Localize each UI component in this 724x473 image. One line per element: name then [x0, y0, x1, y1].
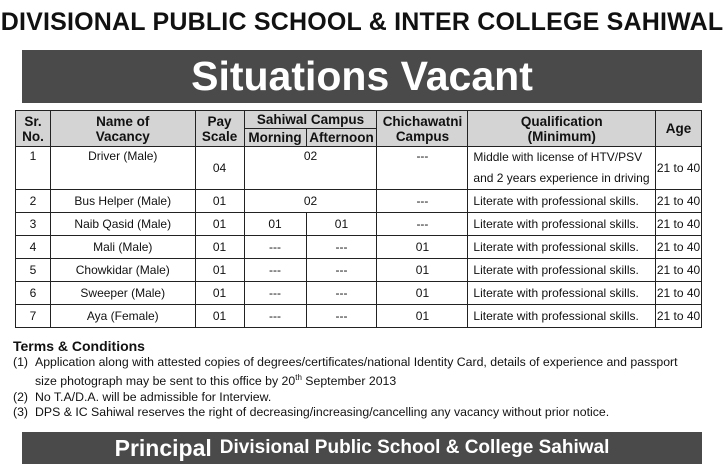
cell-afternoon: ---	[306, 259, 377, 282]
header-chichawatni-campus: Chichawatni Campus	[377, 111, 468, 147]
cell-qualification: Literate with professional skills.	[468, 282, 656, 305]
cell-chichawatni: ---	[377, 213, 468, 236]
cell-morning: ---	[244, 259, 306, 282]
term-continuation: size photograph may be sent to this office by 20th September 2013	[35, 373, 397, 389]
header-age: Age	[656, 111, 702, 147]
cell-sr: 2	[16, 190, 51, 213]
cell-sr: 4	[16, 236, 51, 259]
cell-sr: 6	[16, 282, 51, 305]
terms-heading: Terms & Conditions	[13, 338, 145, 354]
cell-morning: ---	[244, 282, 306, 305]
cell-sr: 1	[16, 147, 51, 190]
term-item	[13, 355, 713, 371]
table-row	[16, 282, 702, 305]
cell-pay: 04	[195, 147, 244, 190]
footer-principal: Principal	[114, 434, 212, 461]
footer-banner	[22, 432, 702, 464]
cell-sr: 5	[16, 259, 51, 282]
table-row	[16, 305, 702, 328]
header-pay-scale: Pay Scale	[195, 111, 244, 147]
header-sahiwal-campus: Sahiwal Campus	[244, 111, 377, 129]
header-sr-no: Sr. No.	[16, 111, 51, 147]
situations-vacant-banner	[22, 50, 702, 103]
table-row	[16, 236, 702, 259]
cell-name: Bus Helper (Male)	[50, 190, 195, 213]
cell-qualification: Literate with professional skills.	[468, 236, 656, 259]
cell-qualification: Literate with professional skills.	[468, 213, 656, 236]
cell-chichawatni: 01	[377, 305, 468, 328]
header-afternoon: Afternoon	[306, 129, 377, 147]
vacancy-table	[15, 110, 702, 328]
term-text: Application along with attested copies of degrees/certificates/national Identity Card, details of experience and passport	[35, 354, 678, 369]
cell-name: Naib Qasid (Male)	[50, 213, 195, 236]
table-row	[16, 147, 702, 190]
cell-morning: 01	[244, 213, 306, 236]
cell-name: Sweeper (Male)	[50, 282, 195, 305]
cell-morning: ---	[244, 236, 306, 259]
cell-afternoon: 01	[306, 213, 377, 236]
cell-chichawatni: 01	[377, 282, 468, 305]
cell-chichawatni: ---	[377, 147, 468, 190]
cell-sahiwal-merged: 02	[244, 147, 377, 190]
footer-organization: Divisional Public School & College Sahiwal	[219, 437, 610, 458]
term-item	[13, 390, 713, 406]
cell-chichawatni: ---	[377, 190, 468, 213]
cell-morning: ---	[244, 305, 306, 328]
cell-name: Chowkidar (Male)	[50, 259, 195, 282]
cell-qualification: Literate with professional skills.	[468, 190, 656, 213]
cell-chichawatni: 01	[377, 236, 468, 259]
cell-afternoon: ---	[306, 236, 377, 259]
table-row	[16, 213, 702, 236]
cell-age: 21 to 40	[656, 236, 702, 259]
cell-age: 21 to 40	[656, 213, 702, 236]
institution-title: DIVISIONAL PUBLIC SCHOOL & INTER COLLEGE SAHIWAL	[0, 8, 724, 36]
cell-sahiwal-merged: 02	[244, 190, 377, 213]
cell-name: Mali (Male)	[50, 236, 195, 259]
cell-afternoon: ---	[306, 305, 377, 328]
cell-name: Aya (Female)	[50, 305, 195, 328]
cell-afternoon: ---	[306, 282, 377, 305]
term-text: No T.A/D.A. will be admissible for Interview.	[35, 389, 272, 404]
cell-pay: 01	[195, 305, 244, 328]
terms-section	[13, 339, 713, 421]
term-number: (2)	[13, 389, 29, 404]
cell-sr: 3	[16, 213, 51, 236]
cell-pay: 01	[195, 213, 244, 236]
header-vacancy: Name of Vacancy	[50, 111, 195, 147]
cell-age: 21 to 40	[656, 305, 702, 328]
banner-text: Situations Vacant	[191, 53, 533, 99]
cell-qualification: Literate with professional skills.	[468, 259, 656, 282]
cell-age: 21 to 40	[656, 190, 702, 213]
cell-pay: 01	[195, 282, 244, 305]
cell-age: 21 to 40	[656, 282, 702, 305]
cell-name: Driver (Male)	[50, 147, 195, 190]
cell-age: 21 to 40	[656, 259, 702, 282]
header-qualification: Qualification (Minimum)	[468, 111, 656, 147]
cell-pay: 01	[195, 259, 244, 282]
table-row	[16, 259, 702, 282]
cell-qualification: Middle with license of HTV/PSV and 2 years experience in driving	[468, 147, 656, 190]
header-morning: Morning	[244, 129, 306, 147]
term-text: DPS & IC Sahiwal reserves the right of decreasing/increasing/cancelling any vacancy without prior notice.	[35, 405, 610, 420]
term-number: (1)	[13, 354, 29, 369]
cell-pay: 01	[195, 190, 244, 213]
cell-qualification: Literate with professional skills.	[468, 305, 656, 328]
table-row	[16, 190, 702, 213]
cell-pay: 01	[195, 236, 244, 259]
table-header-row	[16, 111, 702, 129]
term-item	[13, 405, 713, 421]
term-number: (3)	[13, 405, 29, 420]
cell-age: 21 to 40	[656, 147, 702, 190]
cell-sr: 7	[16, 305, 51, 328]
cell-chichawatni: 01	[377, 259, 468, 282]
